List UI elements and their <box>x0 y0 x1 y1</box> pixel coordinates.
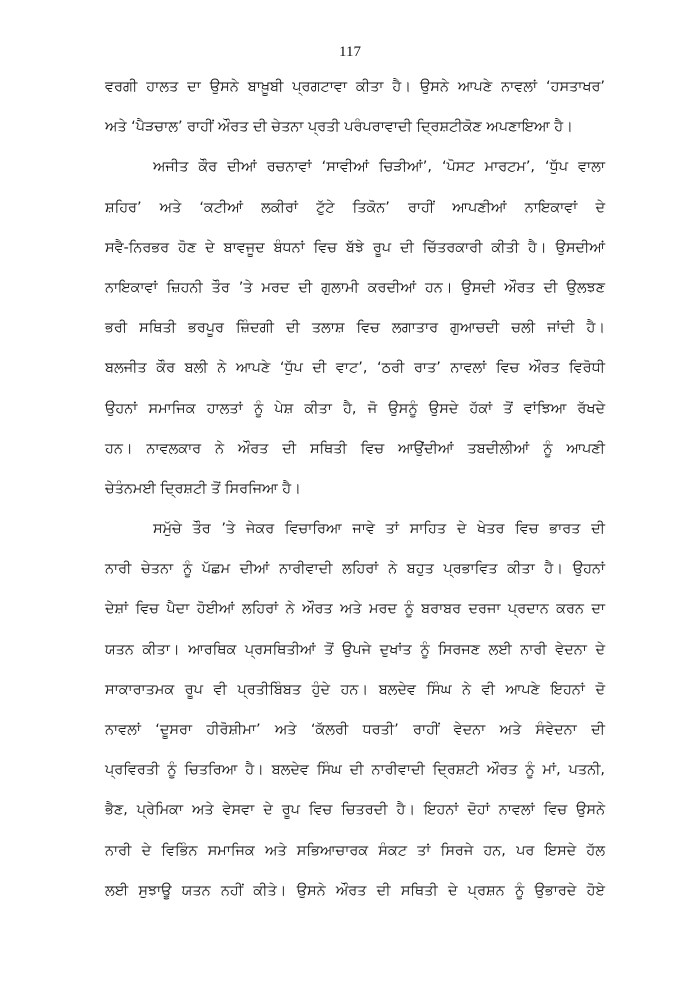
text-line: ਅਜੀਤ ਕੌਰ ਦੀਆਂ ਰਚਨਾਵਾਂ ‘ਸਾਵੀਆਂ ਚਿੜੀਆਂ’, ‘ਪੋਸਟ ਮਾਰਟਮ’, ‘ਧੁੱਪ ਵਾਲਾ <box>153 159 605 176</box>
text-line: ਹਨ। ਨਾਵਲਕਾਰ ਨੇ ਔਰਤ ਦੀ ਸਥਿਤੀ ਵਿਚ ਆਉਂਦੀਆਂ ਤਬਦੀਲੀਆਂ ਨੂੰ ਆਪਣੀ <box>105 440 605 457</box>
text-line: ਨਾਰੀ ਦੇ ਵਿਭਿੰਨ ਸਮਾਜਿਕ ਅਤੇ ਸਭਿਆਚਾਰਕ ਸੰਕਟ ਤਾਂ ਸਿਰਜੇ ਹਨ, ਪਰ ਇਸਦੇ ਹੱਲ <box>105 842 605 859</box>
text-line: ਯਤਨ ਕੀਤਾ। ਆਰਥਿਕ ਪ੍ਰਸਥਿਤੀਆਂ ਤੋਂ ਉਪਜੇ ਦੁਖਾਂਤ ਨੂੰ ਸਿਰਜਣ ਲਈ ਨਾਰੀ ਵੇਦਨਾ ਦੇ <box>105 641 605 658</box>
paragraph-3 <box>105 509 605 911</box>
paragraph-1 <box>105 67 605 147</box>
text-line: ਬਲਜੀਤ ਕੌਰ ਬਲੀ ਨੇ ਆਪਣੇ ‘ਧੁੱਪ ਦੀ ਵਾਟ’, ‘ਠਰੀ ਰਾਤ’ ਨਾਵਲਾਂ ਵਿਚ ਔਰਤ ਵਿਰੋਧੀ <box>105 360 605 377</box>
text-line: ਨਾਰੀ ਚੇਤਨਾ ਨੂੰ ਪੱਛਮ ਦੀਆਂ ਨਾਰੀਵਾਦੀ ਲਹਿਰਾਂ ਨੇ ਬਹੁਤ ਪ੍ਰਭਾਵਿਤ ਕੀਤਾ ਹੈ। ਉਹਨਾਂ <box>105 561 605 578</box>
text-line: ਵਰਗੀ ਹਾਲਤ ਦਾ ਉਸਨੇ ਬਾਖ਼ੂਬੀ ਪ੍ਰਗਟਾਵਾ ਕੀਤਾ ਹੈ। ਉਸਨੇ ਆਪਣੇ ਨਾਵਲਾਂ ‘ਹਸਤਾਖਰ’ <box>105 79 605 95</box>
text-line: ਸਾਕਾਰਾਤਮਕ ਰੂਪ ਵੀ ਪ੍ਰਤੀਬਿੰਬਤ ਹੁੰਦੇ ਹਨ। ਬਲਦੇਵ ਸਿੰਘ ਨੇ ਵੀ ਆਪਣੇ ਇਹਨਾਂ ਦੋ <box>105 681 605 698</box>
text-line: ਪ੍ਰਵਿਰਤੀ ਨੂੰ ਚਿਤਰਿਆ ਹੈ। ਬਲਦੇਵ ਸਿੰਘ ਦੀ ਨਾਰੀਵਾਦੀ ਦ੍ਰਿਸ਼ਟੀ ਔਰਤ ਨੂੰ ਮਾਂ, ਪਤਨੀ, <box>105 762 605 779</box>
paragraph-2 <box>105 147 605 509</box>
text-line: ਨਾਇਕਾਵਾਂ ਜ਼ਿਹਨੀ ਤੌਰ ’ਤੇ ਮਰਦ ਦੀ ਗੁਲਾਮੀ ਕਰਦੀਆਂ ਹਨ। ਉਸਦੀ ਔਰਤ ਦੀ ਉਲਝਣ <box>105 279 605 296</box>
text-line: ਅਤੇ ‘ਪੈੜਚਾਲ’ ਰਾਹੀਂ ਔਰਤ ਦੀ ਚੇਤਨਾ ਪ੍ਰਤੀ ਪਰੰਪਰਾਵਾਦੀ ਦ੍ਰਿਸ਼ਟੀਕੋਣ ਅਪਣਾਇਆ ਹੈ। <box>105 119 573 136</box>
text-line: ਸ਼ਹਿਰ’ ਅਤੇ ‘ਕਟੀਆਂ ਲਕੀਰਾਂ ਟੁੱਟੇ ਤਿਕੋਨ’ ਰਾਹੀਂ ਆਪਣੀਆਂ ਨਾਇਕਾਵਾਂ ਦੇ <box>105 199 605 216</box>
text-line: ਸਵੈ-ਨਿਰਭਰ ਹੋਣ ਦੇ ਬਾਵਜੂਦ ਬੰਧਨਾਂ ਵਿਚ ਬੱਝੇ ਰੂਪ ਦੀ ਚਿੱਤਰਕਾਰੀ ਕੀਤੀ ਹੈ। ਉਸਦੀਆਂ <box>105 239 605 256</box>
text-line: ਲਈ ਸੁਝਾਊ ਯਤਨ ਨਹੀਂ ਕੀਤੇ। ਉਸਨੇ ਔਰਤ ਦੀ ਸਥਿਤੀ ਦੇ ਪ੍ਰਸ਼ਨ ਨੂੰ ਉਭਾਰਦੇ ਹੋਏ <box>105 882 605 899</box>
body-text <box>105 67 605 911</box>
text-line: ਭੈਣ, ਪ੍ਰੇਮਿਕਾ ਅਤੇ ਵੇਸਵਾ ਦੇ ਰੂਪ ਵਿਚ ਚਿਤਰਦੀ ਹੈ। ਇਹਨਾਂ ਦੋਹਾਂ ਨਾਵਲਾਂ ਵਿਚ ਉਸਨੇ <box>105 802 605 819</box>
text-line: ਭਰੀ ਸਥਿਤੀ ਭਰਪੂਰ ਜ਼ਿੰਦਗੀ ਦੀ ਤਲਾਸ਼ ਵਿਚ ਲਗਾਤਾਰ ਗੁਆਚਦੀ ਚਲੀ ਜਾਂਦੀ ਹੈ। <box>105 320 605 337</box>
text-line: ਸਮੁੱਚੇ ਤੌਰ ’ਤੇ ਜੇਕਰ ਵਿਚਾਰਿਆ ਜਾਵੇ ਤਾਂ ਸਾਹਿਤ ਦੇ ਖੇਤਰ ਵਿਚ ਭਾਰਤ ਦੀ <box>153 521 605 538</box>
text-line: ਉਹਨਾਂ ਸਮਾਜਿਕ ਹਾਲਤਾਂ ਨੂੰ ਪੇਸ਼ ਕੀਤਾ ਹੈ, ਜੋ ਉਸਨੂੰ ਉਸਦੇ ਹੱਕਾਂ ਤੋਂ ਵਾਂਝਿਆ ਰੱਖਦੇ <box>105 400 605 417</box>
page-number: 117 <box>339 44 361 60</box>
text-line: ਚੇਤੰਨਮਈ ਦ੍ਰਿਸ਼ਟੀ ਤੋਂ ਸਿਰਜਿਆ ਹੈ। <box>105 480 301 497</box>
text-line: ਦੇਸ਼ਾਂ ਵਿਚ ਪੈਦਾ ਹੋਈਆਂ ਲਹਿਰਾਂ ਨੇ ਔਰਤ ਅਤੇ ਮਰਦ ਨੂੰ ਬਰਾਬਰ ਦਰਜਾ ਪ੍ਰਦਾਨ ਕਰਨ ਦਾ <box>105 601 605 618</box>
text-line: ਨਾਵਲਾਂ ‘ਦੂਸਰਾ ਹੀਰੋਸ਼ੀਮਾ’ ਅਤੇ ‘ਕੱਲਰੀ ਧਰਤੀ’ ਰਾਹੀਂ ਵੇਦਨਾ ਅਤੇ ਸੰਵੇਦਨਾ ਦੀ <box>105 722 605 738</box>
